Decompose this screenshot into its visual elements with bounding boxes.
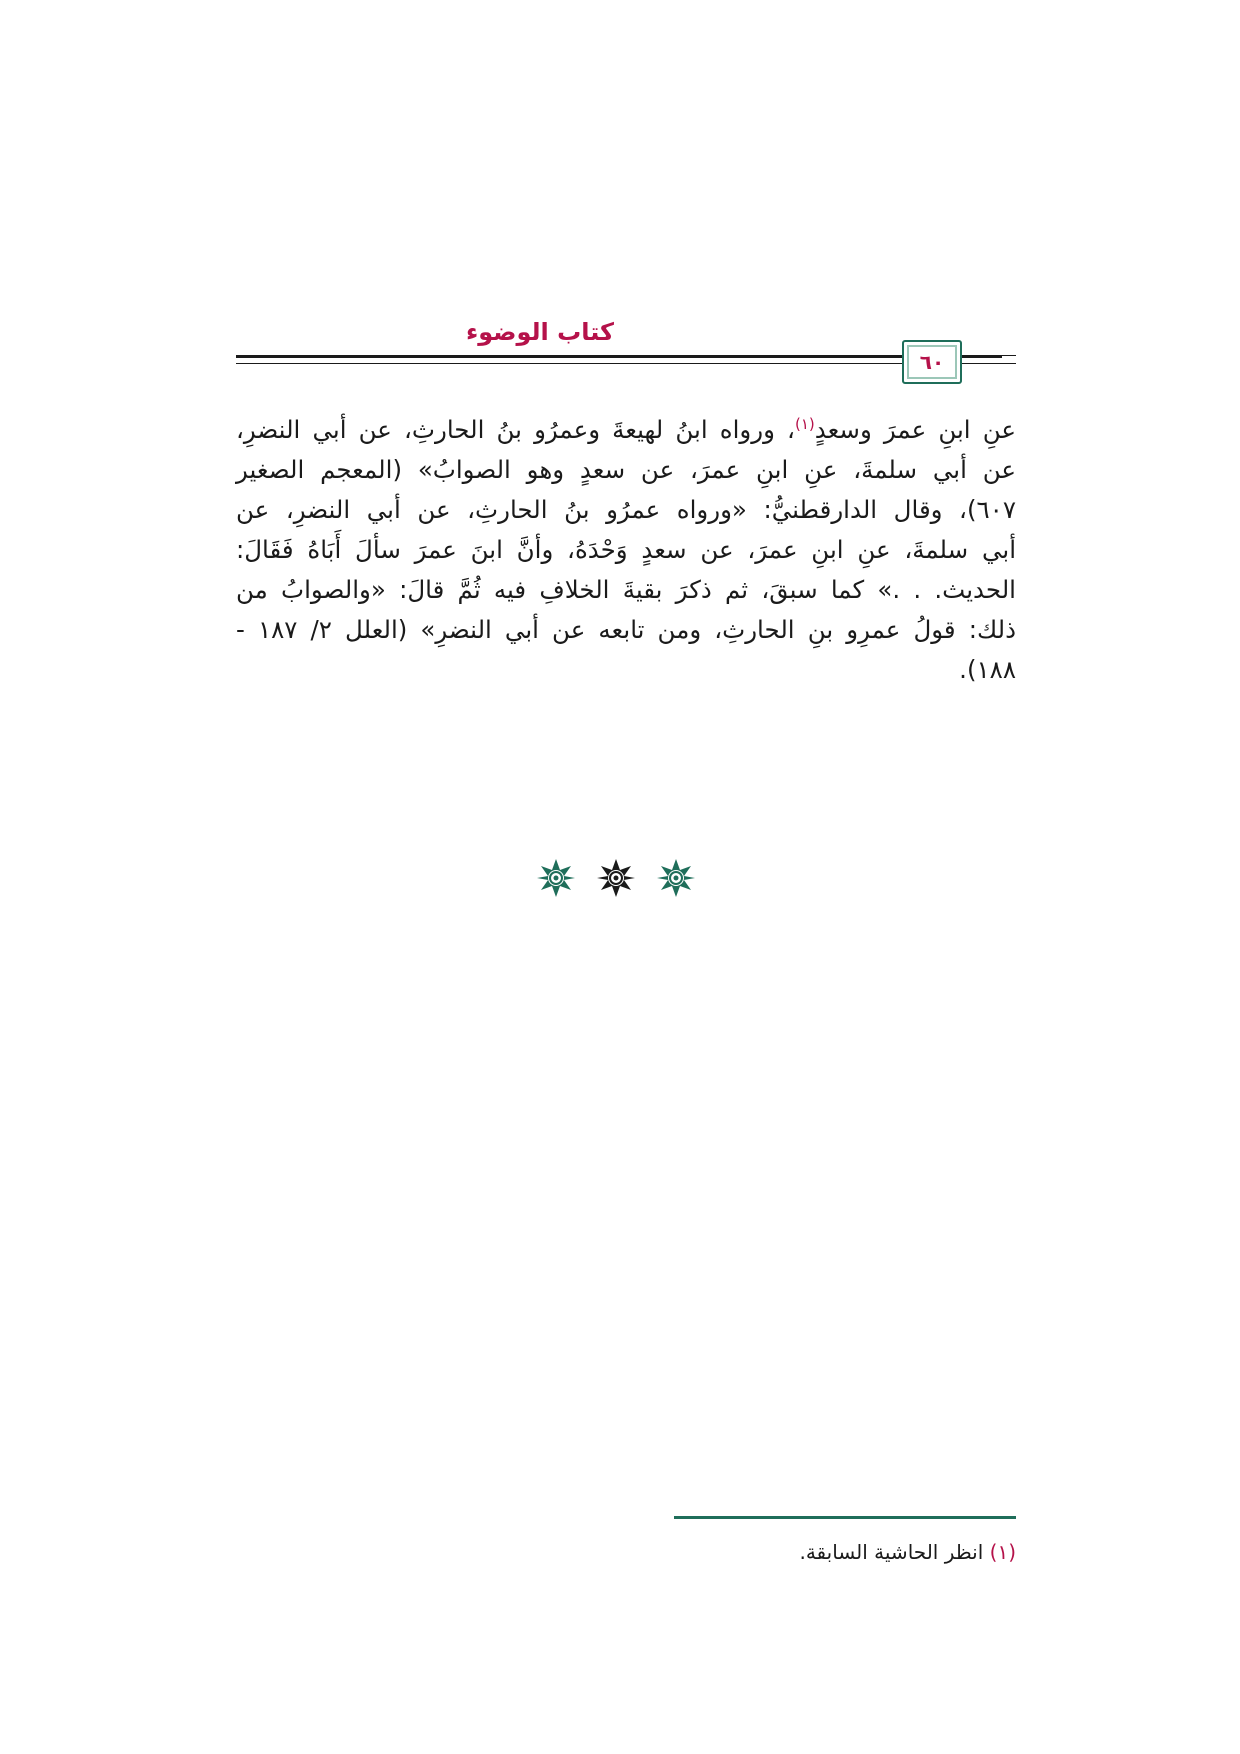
book-title: كتاب الوضوء (465, 318, 614, 346)
text-line (236, 404, 1016, 450)
header-rule-tail (962, 355, 1016, 356)
text-line: عن أبي سلمةَ، عنِ ابنِ عمرَ، عن سعدٍ وهو الصوابُ» (المعجم الصغير (236, 455, 1016, 485)
footnote-text: انظر الحاشية السابقة. (799, 1540, 990, 1564)
header-rule-tail (962, 363, 1016, 364)
flower-ornament-icon (596, 858, 636, 898)
footnote-number: (١) (989, 1540, 1016, 1564)
page-number-frame (902, 340, 962, 384)
text-segment: ، ورواه ابنُ لهيعةَ وعمرُو بنُ الحارثِ، عن أبي النضرِ، (236, 415, 795, 445)
header-rule-thin (236, 363, 1002, 364)
text-segment: عنِ ابنِ عمرَ وسعدٍ (814, 415, 1016, 445)
footnote-reference[interactable]: (١) (794, 415, 815, 433)
text-line: ١٨٨). (959, 655, 1016, 685)
footnote (799, 1540, 1016, 1564)
flower-ornament-icon (536, 858, 576, 898)
flower-ornament-icon (656, 858, 696, 898)
text-line: ذلك: قولُ عمرِو بنِ الحارثِ، ومن تابعه عن أبي النضرِ» (العلل ٢/ ١٨٧ - (236, 615, 1016, 645)
header-rule-thick (236, 355, 1002, 358)
running-header (236, 318, 1016, 388)
text-line: أبي سلمةَ، عنِ ابنِ عمرَ، عن سعدٍ وَحْدَهُ، وأنَّ ابنَ عمرَ سألَ أَبَاهُ فَقَالَ: (236, 535, 1016, 565)
text-line: ٦٠٧)، وقال الدارقطنيُّ: «ورواه عمرُو بنُ الحارثِ، عن أبي النضرِ، عن (236, 495, 1016, 525)
section-end-ornaments (536, 858, 696, 898)
page-number: ٦٠ (919, 350, 945, 374)
footnote-separator (674, 1516, 1016, 1519)
main-text (236, 404, 1016, 690)
text-line: الحديث. . .» كما سبقَ، ثم ذكرَ بقيةَ الخلافِ فيه ثُمَّ قالَ: «والصوابُ من (236, 575, 1016, 605)
